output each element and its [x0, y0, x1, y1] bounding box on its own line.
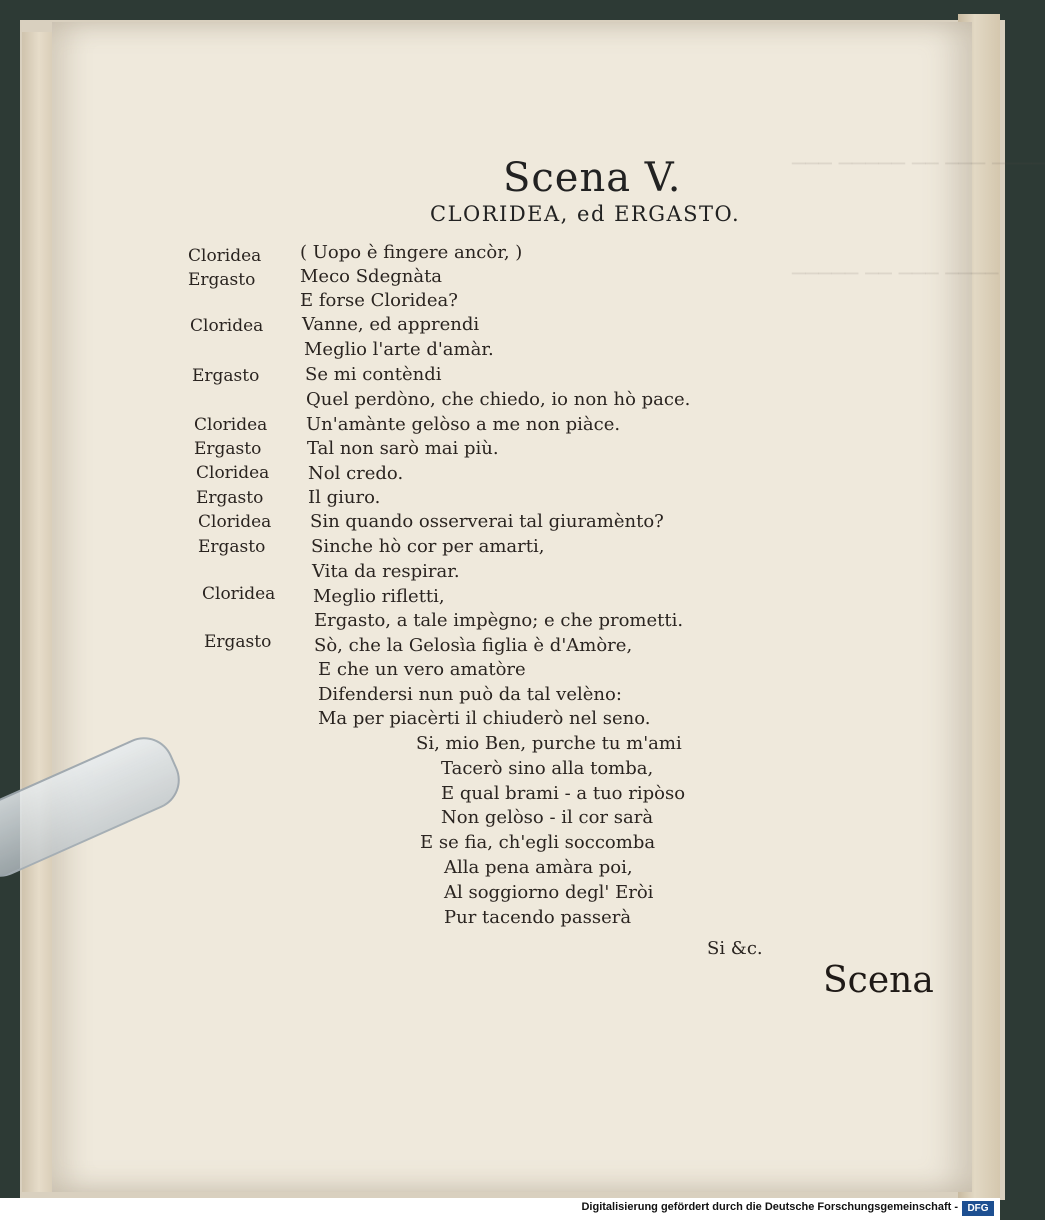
speaker-name: Cloridea: [194, 415, 268, 435]
page-edge-left: [22, 32, 56, 1192]
verse-line: Nol credo.: [308, 463, 404, 484]
verse-line: E qual brami - a tuo ripòso: [441, 783, 686, 804]
verse-line: Tacerò sino alla tomba,: [441, 758, 654, 779]
verse-line: Vanne, ed apprendi: [302, 314, 480, 335]
verse-line: Non gelòso - il cor sarà: [441, 807, 654, 828]
speaker-name: Ergasto: [194, 439, 262, 459]
verse-line: Meco Sdegnàta: [300, 266, 443, 287]
verse-line: Un'amànte gelòso a me non piàce.: [306, 414, 621, 435]
verse-line: E forse Cloridea?: [300, 290, 458, 311]
speaker-name: Ergasto: [188, 270, 256, 290]
verse-line: Quel perdòno, che chiedo, io non hò pace.: [306, 389, 691, 410]
verse-line: Sò, che la Gelosìa figlia è d'Amòre,: [314, 635, 633, 656]
verse-line: E se fia, ch'egli soccomba: [420, 832, 656, 853]
scene-characters: CLORIDEA, ed ERGASTO.: [430, 202, 741, 226]
speaker-name: Ergasto: [198, 537, 266, 557]
speaker-name: Ergasto: [196, 488, 264, 508]
verse-line: Si, mio Ben, purche tu m'ami: [416, 733, 682, 754]
verse-line: Ergasto, a tale impègno; e che prometti.: [314, 610, 684, 631]
repeat-mark: Si &c.: [707, 938, 763, 959]
catchword: Scena: [823, 960, 934, 1001]
verse-line: Il giuro.: [308, 487, 381, 508]
speaker-name: Cloridea: [198, 512, 272, 532]
verse-line: Tal non sarò mai più.: [307, 438, 499, 459]
verse-line: Sin quando osserverai tal giuramènto?: [310, 511, 664, 532]
footer-credit: Digitalisierung gefördert durch die Deutsche Forschungsgemeinschaft -: [581, 1201, 958, 1213]
footer-bar: [0, 1198, 1000, 1220]
verse-line: Ma per piacèrti il chiuderò nel seno.: [318, 708, 651, 729]
verse-line: Pur tacendo passerà: [444, 907, 632, 928]
bleed-through-text: ──── ─── ── ───── ───: [792, 152, 1045, 177]
verse-line: Meglio l'arte d'amàr.: [304, 339, 494, 360]
speaker-name: Cloridea: [190, 316, 264, 336]
verse-line: Sinche hò cor per amarti,: [311, 536, 545, 557]
speaker-name: Cloridea: [188, 246, 262, 266]
bleed-through-text: ──── ─── ── ─────: [792, 262, 999, 287]
speaker-name: Cloridea: [196, 463, 270, 483]
verse-line: ( Uopo è fingere ancòr, ): [300, 242, 523, 263]
dfg-logo: DFG: [962, 1201, 994, 1216]
verse-line: Alla pena amàra poi,: [444, 857, 633, 878]
speaker-name: Ergasto: [204, 632, 272, 652]
verse-line: E che un vero amatòre: [318, 659, 526, 680]
speaker-name: Cloridea: [202, 584, 276, 604]
verse-line: Se mi contèndi: [305, 364, 442, 385]
verse-line: Vita da respirar.: [312, 561, 460, 582]
speaker-name: Ergasto: [192, 366, 260, 386]
verse-line: Difendersi nun può da tal velèno:: [318, 684, 622, 705]
scene-title: Scena V.: [503, 155, 682, 201]
verse-line: Al soggiorno degl' Eròi: [444, 882, 654, 903]
verse-line: Meglio rifletti,: [313, 586, 445, 607]
